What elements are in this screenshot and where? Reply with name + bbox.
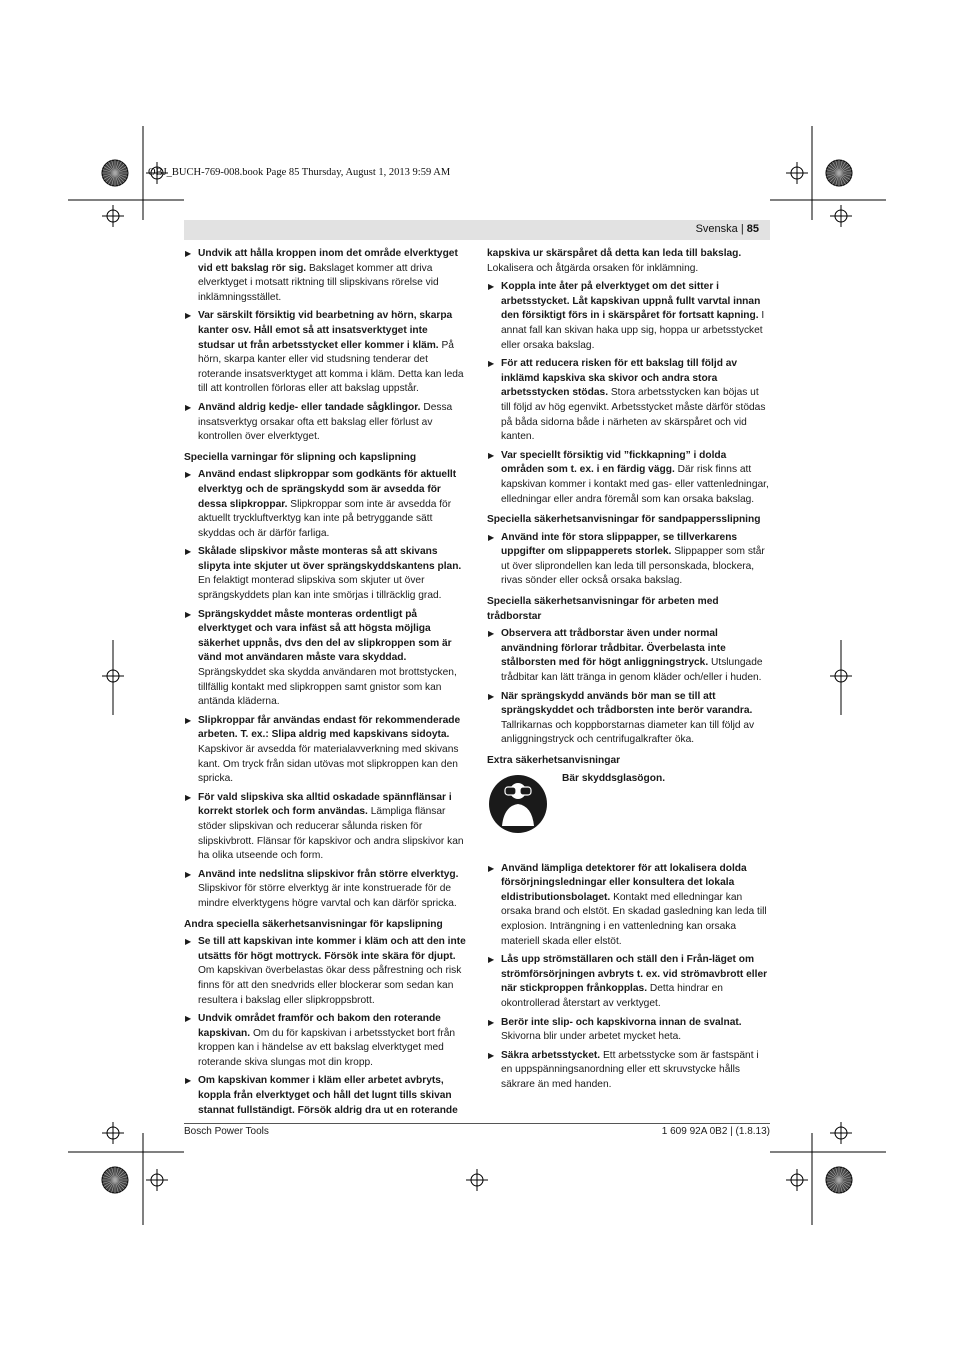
starburst-ray [833, 162, 846, 185]
list-item [487, 1016, 770, 1045]
starburst-ray [830, 164, 848, 182]
right-column [487, 247, 770, 1097]
item-emphasis: Var särskilt försiktig vid bearbetning av hörn, skarpa kanter osv. Håll emot så att insatsverktyget inte studsar ut från arbetsstycket eller kommer i kläm. [198, 310, 453, 351]
triangle-right-icon: ▶ [488, 1050, 495, 1060]
list-item [487, 953, 770, 1011]
triangle-right-icon: ▶ [185, 402, 192, 412]
list-item [487, 531, 770, 589]
triangle-right-icon: ▶ [488, 955, 495, 965]
triangle-right-icon: ▶ [488, 629, 495, 639]
starburst-ray [112, 1167, 119, 1192]
section-heading: Speciella säkerhetsanvisningar för arbeten med trådborstar [487, 596, 719, 622]
triangle-right-icon: ▶ [185, 792, 192, 802]
starburst-ray [102, 170, 127, 177]
starburst-ray [106, 164, 124, 182]
starburst-ray [104, 1174, 127, 1187]
list-item [184, 714, 467, 787]
item-emphasis: För vald slipskiva ska alltid oskadade spännflänsar i korrekt storlek och form användas. [198, 791, 452, 818]
registration-starburst [826, 1167, 852, 1193]
item-emphasis: Observera att trådborstar även under normal användning förlorar trådbitar. Överbelasta inte stålborsten med för högt anliggningstryck. [501, 628, 726, 669]
list-item [487, 280, 770, 353]
item-text: Slippapper som står ut över sliprondellen kan leda till personskada, blockera, rivas sönder eller också orsaka bakslag. [501, 546, 765, 587]
item-emphasis: Säkra arbetsstycket. [501, 1049, 601, 1061]
starburst-ray [828, 167, 851, 180]
list-item [184, 468, 467, 541]
footer-doc-number: 1 609 92A 0B2 | (1.8.13) [661, 1126, 770, 1137]
triangle-right-icon: ▶ [488, 691, 495, 701]
starburst-ray [102, 1177, 127, 1184]
registration-starburst [102, 160, 128, 186]
starburst-ray [104, 1174, 127, 1187]
list-item-continued [487, 247, 770, 276]
item-text: Skivorna blir under arbetet mycket heta. [501, 1031, 682, 1043]
triangle-right-icon: ▶ [488, 863, 495, 873]
registration-crosshair [835, 1127, 847, 1139]
starburst-ray [104, 167, 127, 180]
starburst-ray [830, 1171, 848, 1189]
item-text: Om du för kapskivan i arbetsstycket bort från kroppen kan i händelse av ett bakslag elverktyget med roterande skiva slungas mot din kropp. [198, 1027, 456, 1068]
item-emphasis: Var speciellt försiktig vid ”fickkapning” i dolda områden som t. ex. i en färdig vägg. [501, 449, 727, 476]
starburst-ray [112, 1167, 119, 1192]
registration-starburst [102, 1167, 128, 1193]
item-emphasis: Koppla inte åter på elverktyget om det sitter i arbetsstycket. Låt kapskivan uppnå fullt varvtal innan den försiktigt förs in i skärspåret för fortsatt kapning. [501, 281, 761, 322]
starburst-ray [106, 164, 124, 182]
list-item [184, 401, 467, 445]
list-item [487, 1049, 770, 1093]
section-heading: Speciella säkerhetsanvisningar för sandpappersslipning [487, 514, 761, 526]
section-heading: Andra speciella säkerhetsanvisningar för kapslipning [184, 918, 443, 930]
starburst-ray [112, 160, 119, 185]
left-column [184, 247, 467, 1122]
triangle-right-icon: ▶ [185, 937, 192, 947]
triangle-right-icon: ▶ [488, 532, 495, 542]
triangle-right-icon: ▶ [185, 1014, 192, 1024]
item-emphasis: kapskiva ur skärspåret då detta kan leda till bakslag. [487, 248, 742, 259]
starburst-ray [109, 162, 122, 185]
registration-starburst [826, 160, 852, 186]
item-text: Ett arbetsstycke som är fastspänt i en uppspänningsanordning eller ett skruvstycke hålls säkrare än med handen. [501, 1049, 759, 1090]
item-text: Lämpliga flänsar stöder slipskivan och reducerar sålunda risken för slipskivbrott. Flänsar för kapskivor och andra slipskivor kan ha olika utseende och form. [198, 806, 464, 862]
triangle-right-icon: ▶ [185, 1076, 192, 1086]
list-item [487, 862, 770, 950]
registration-crosshair [107, 210, 119, 222]
item-text: Slipkroppar som inte är avsedda för aktuellt tryckluftverktyg kan inte på betryggande sätt skyddas och är därför farliga. [198, 498, 452, 539]
item-emphasis: Använd inte för stora slippapper, se tillverkarens uppgifter om slippapperets storlek. [501, 531, 738, 558]
starburst-ray [836, 160, 843, 185]
triangle-right-icon: ▶ [185, 609, 192, 619]
item-text: Detta hindrar en okontrollerad återstart av verktyget. [501, 983, 723, 1009]
triangle-right-icon: ▶ [185, 869, 192, 879]
triangle-right-icon: ▶ [488, 282, 495, 292]
list-item [184, 868, 467, 912]
item-emphasis: För att reducera risken för ett bakslag till följd av inklämd kapskiva ska skivor och andra stora arbetsstycken stödas. [501, 358, 738, 399]
starburst-ray [102, 1177, 127, 1184]
list-item [184, 309, 467, 397]
triangle-right-icon: ▶ [185, 715, 192, 725]
triangle-right-icon: ▶ [185, 547, 192, 557]
item-emphasis: Se till att kapskivan inte kommer i kläm och att den inte utsätts för högt mottryck. Försök inte skära för djupt. [198, 936, 466, 962]
starburst-ray [833, 1169, 846, 1192]
item-text: Utslungade trådbitar kan lätt tränga in genom kläder och/eller i huden. [501, 657, 763, 684]
starburst-ray [828, 167, 851, 180]
page-header [184, 220, 770, 240]
starburst-ray [112, 160, 119, 185]
starburst-ray [109, 1169, 122, 1192]
item-text: Dessa insatsverktyg orsakar ofta ett bakslag eller förlust av kontrollen över elverktyget. [198, 401, 453, 443]
starburst-ray [826, 170, 851, 177]
starburst-ray [833, 1169, 846, 1192]
list-item [184, 1074, 467, 1118]
item-text: På hörn, skarpa kanter eller vid studsning tenderar det roterande insatsverktyget att komma i kläm. Detta kan leda till att kontrollen förloras eller att bakslag uppstår. [198, 339, 464, 395]
item-text: Sprängskyddet ska skydda användaren mot brottstycken, tillfällig kontakt med slipkroppen samt gnistor som kan antända kläderna. [198, 667, 457, 708]
item-emphasis: Använd inte nedslitna slipskivor från större elverktyg. [198, 868, 459, 880]
item-emphasis: Lås upp strömställaren och ställ den i Från-läget om strömförsörjningen avbryts t. ex. vid strömavbrott eller när stickproppen frånkopplas. [501, 954, 768, 995]
starburst-ray [109, 162, 122, 185]
triangle-right-icon: ▶ [185, 249, 192, 258]
item-text: Bakslaget kommer att driva elverktyget i motsatt riktning till slipskivans rörelse vid inklämningsstället. [198, 262, 439, 303]
list-item [184, 608, 467, 710]
registration-crosshair [471, 1174, 483, 1186]
page-number: 85 [746, 223, 759, 235]
triangle-right-icon: ▶ [185, 470, 192, 480]
item-text: I annat fall kan skivan haka upp sig, hoppa ur arbetsstycket eller orsaka bakslag. [501, 310, 765, 351]
registration-crosshair [791, 1174, 803, 1186]
starburst-ray [830, 164, 848, 182]
starburst-ray [826, 170, 851, 177]
starburst-ray [826, 1177, 851, 1184]
starburst-ray [828, 1174, 851, 1187]
registration-crosshair [151, 1174, 163, 1186]
triangle-right-icon: ▶ [488, 359, 495, 369]
starburst-ray [833, 162, 846, 185]
registration-crosshair [107, 670, 119, 682]
item-emphasis: Använd aldrig kedje- eller tandade sågklingor. [198, 401, 421, 413]
triangle-right-icon: ▶ [185, 311, 192, 321]
item-text: Lokalisera och åtgärda orsaken för inklämning. [487, 262, 699, 274]
item-emphasis: Om kapskivan kommer i kläm eller arbetet avbryts, koppla från elverktyget och håll det lugnt tills skivan stannat fullständigt. Försök aldrig dra ut en roterande [198, 1075, 458, 1116]
item-emphasis: Berör inte slip- och kapskivorna innan de svalnat. [501, 1016, 742, 1028]
list-item [184, 1012, 467, 1070]
list-item [184, 247, 467, 305]
starburst-ray [836, 1167, 843, 1192]
item-text: Kapskivor är avsedda för materialavverkning med skivans kant. Om tryck från sidan utövas mot slipkroppen kan den spricka. [198, 744, 459, 785]
item-emphasis: Skålade slipskivor måste monteras så att skivans slipyta inte skjuter ut över sprängskyddskantens plan. [198, 546, 462, 572]
item-text: Där risk finns att kapskivan kommer i kontakt med gas- eller vattenledningar, elledningar eller andra föremål som kan orsaka bakslag. [501, 464, 769, 505]
starburst-ray [826, 1177, 851, 1184]
section-heading: Speciella varningar för slipning och kapslipning [184, 451, 417, 463]
header-separator: | [737, 223, 747, 235]
starburst-ray [106, 1171, 124, 1189]
list-item [184, 545, 467, 603]
item-emphasis: Undvik att hålla kroppen inom det område elverktyget vid ett bakslag rör sig. [198, 248, 458, 274]
item-emphasis: Sprängskyddet måste monteras ordentligt på elverktyget och vara infäst så att högsta möjliga säkerhet uppnås, dvs den del av slipkroppen som är vänd mot användaren måste vara skyddad. [198, 608, 452, 664]
item-text: Om kapskivan överbelastas ökar dess påfrestning och risk finns för att den snedvrids eller blockerar som sedan kan resultera i bakslag eller slipkroppsbrott. [198, 965, 462, 1006]
list-item [487, 627, 770, 685]
goggles-notice [487, 772, 770, 862]
item-text: Tallrikarnas och koppborstarnas diameter kan till följd av anliggningstryck och centrifugalkrafter öka. [501, 719, 755, 746]
book-info-line: OBJ_BUCH-769-008.book Page 85 Thursday, August 1, 2013 9:59 AM [148, 167, 451, 178]
item-emphasis: När sprängskydd används bör man se till att sprängskyddet och trådborsten inte berör varandra. [501, 690, 753, 717]
list-item [184, 791, 467, 864]
triangle-right-icon: ▶ [488, 450, 495, 460]
starburst-ray [836, 1167, 843, 1192]
registration-crosshair [791, 167, 803, 179]
goggles-label: Bär skyddsglasögon. [562, 772, 666, 784]
list-item [184, 935, 467, 1008]
registration-crosshair [835, 210, 847, 222]
item-text: En felaktigt monterad slipskiva som skjuter ut över sprängskyddets plan kan inte smörjas i tillräcklig grad. [198, 575, 442, 602]
starburst-ray [836, 160, 843, 185]
item-emphasis: Slipkroppar får användas endast för rekommenderade arbeten. T. ex.: Slipa aldrig med kapskivans sidoyta. [198, 714, 461, 741]
starburst-ray [830, 1171, 848, 1189]
list-item [487, 690, 770, 748]
starburst-ray [109, 1169, 122, 1192]
item-emphasis: Använd endast slipkroppar som godkänts för aktuellt elverktyg och de sprängskydd som är avsedda för dessa slipkroppar. [198, 469, 457, 510]
list-item [487, 449, 770, 507]
item-text: Slipskivor för större elverktyg är inte konstruerade för de mindre elverktygens högre varvtal och kan därför spricka. [198, 883, 457, 909]
registration-crosshair [835, 670, 847, 682]
footer-brand: Bosch Power Tools [184, 1126, 269, 1137]
item-emphasis: Undvik området framför och bakom den roterande kapskivan. [198, 1013, 441, 1039]
list-item [487, 357, 770, 445]
item-text: Kontakt med elledningar kan orsaka brand och elstöt. En skadad gasledning kan leda till explosion. Inträngning i en vattenledning kan orsaka materiell skada eller elstöt. [501, 891, 767, 947]
item-emphasis: Använd lämpliga detektorer för att lokalisera dolda försörjningsledningar eller konsultera det lokala eldistributionsbolaget. [501, 862, 747, 903]
safety-goggles-icon [488, 774, 548, 834]
footer-divider [184, 1123, 770, 1124]
starburst-ray [104, 167, 127, 180]
starburst-ray [828, 1174, 851, 1187]
section-heading: Extra säkerhetsanvisningar [487, 755, 621, 766]
starburst-ray [106, 1171, 124, 1189]
starburst-ray [102, 170, 127, 177]
item-text: Stora arbetsstycken kan böjas ut till följd av hög egenvikt. Arbetsstycket måste därför stödas på båda sidorna både i närheten av skärspåret och vid kanten. [501, 387, 766, 443]
triangle-right-icon: ▶ [488, 1017, 495, 1027]
header-language: Svenska [695, 223, 738, 235]
header-text [696, 223, 759, 235]
registration-crosshair [107, 1127, 119, 1139]
